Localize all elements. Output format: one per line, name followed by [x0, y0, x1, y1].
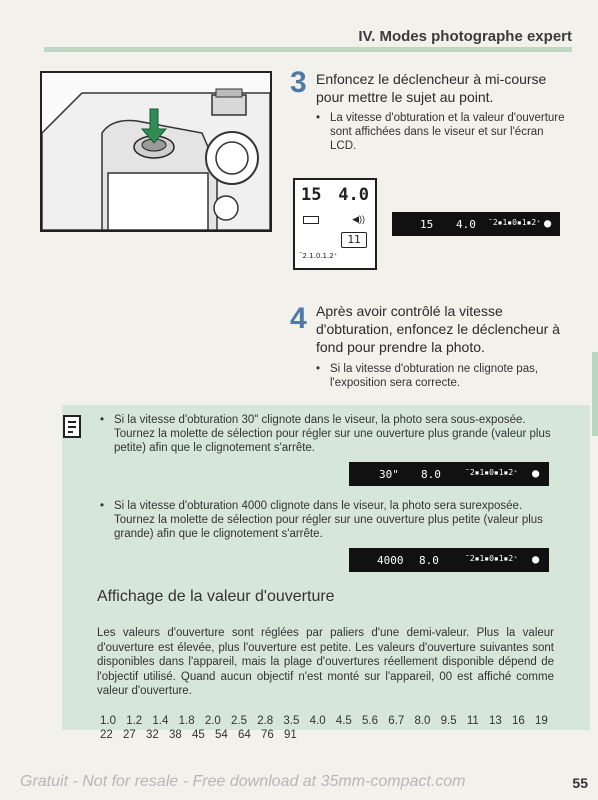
note-1-text: Si la vitesse d'obturation 30" clignote dans le viseur, la photo sera sous-exposée. Tournez la molette de sélection pour régler sur une ouverture plus grande (valeur plus petite) afin que le clignotement s'arrête. — [114, 414, 551, 454]
header-rule — [44, 47, 572, 52]
battery-icon — [303, 216, 319, 224]
aperture-value-item: 4.5 — [335, 715, 352, 727]
step-3-text: Enfoncez le déclencheur à mi-course pour mettre le sujet au point. — [316, 71, 547, 105]
aperture-value-item: 64 — [238, 729, 251, 741]
step-3-bullet — [316, 111, 570, 153]
vf-exposure-scale: ¯2▪1▪0▪1▪2⁺ — [465, 554, 518, 563]
vf-exposure-scale: ¯2▪1▪0▪1▪2⁺ — [465, 468, 518, 477]
aperture-values-list — [100, 714, 560, 742]
step-3-number: 3 — [290, 66, 307, 99]
aperture-value-item: 91 — [284, 729, 297, 741]
aperture-value-item: 45 — [192, 729, 205, 741]
viewfinder-display-overexposed — [349, 548, 549, 572]
page-header-title: IV. Modes photographe expert — [358, 28, 572, 45]
viewfinder-display-underexposed — [349, 462, 549, 486]
note-icon — [63, 415, 81, 438]
step-4-bullet-text: Si la vitesse d'obturation ne clignote pas, l'exposition sera correcte. — [330, 363, 539, 389]
lcd-shutter-value: 15 — [301, 185, 322, 205]
vf-aperture-value: 8.0 — [421, 468, 441, 481]
camera-drawing — [42, 73, 270, 230]
aperture-value-item: 1.0 — [100, 715, 116, 727]
sound-icon: ◀)) — [352, 214, 365, 224]
aperture-value-item: 38 — [169, 729, 182, 741]
lcd-screen — [293, 178, 377, 270]
aperture-value-item: 32 — [146, 729, 159, 741]
focus-dot-icon: ● — [544, 216, 552, 230]
bullet-dot: • — [316, 112, 321, 124]
aperture-value-item: 4.0 — [309, 715, 326, 727]
lcd-exposure-scale: ¯2.1.0.1.2⁺ — [299, 252, 338, 260]
step-3-bullet-text: La vitesse d'obturation et la valeur d'ouverture sont affichées dans le viseur et sur l'écran LCD. — [330, 112, 565, 152]
aperture-value-item: 3.5 — [283, 715, 300, 727]
page-edge-tab — [592, 352, 598, 436]
aperture-value-item: 1.4 — [152, 715, 169, 727]
aperture-value-item: 1.2 — [126, 715, 143, 727]
bullet-dot: • — [316, 363, 321, 375]
aperture-value-item: 13 — [489, 715, 502, 727]
aperture-value-item: 6.7 — [388, 715, 405, 727]
aperture-value-item: 27 — [123, 729, 136, 741]
camera-illustration — [40, 71, 272, 232]
lcd-digits — [301, 185, 369, 205]
bullet-dot: • — [100, 414, 105, 426]
aperture-value-item: 22 — [100, 729, 113, 741]
focus-dot-icon: ● — [532, 466, 540, 480]
aperture-value-item: 8.0 — [414, 715, 431, 727]
aperture-value-item: 5.6 — [362, 715, 379, 727]
page-number: 55 — [572, 775, 588, 791]
vf-aperture-value: 8.0 — [419, 554, 439, 567]
aperture-value-item: 16 — [512, 715, 525, 727]
step-4-text: Après avoir contrôlé la vitesse d'obturation, enfoncez le déclencheur à fond pour prendre la photo. — [316, 303, 560, 355]
vf-aperture-value: 4.0 — [456, 218, 476, 231]
lcd-frame-counter: 11 — [341, 232, 367, 248]
aperture-value-item: 1.8 — [178, 715, 195, 727]
aperture-value-item: 54 — [215, 729, 228, 741]
aperture-value-item: 9.5 — [440, 715, 457, 727]
viewfinder-display-normal — [392, 212, 560, 236]
step-4-number: 4 — [290, 302, 307, 335]
focus-dot-icon: ● — [532, 552, 540, 566]
aperture-value-item: 11 — [466, 715, 479, 727]
step-4-bullet — [316, 362, 570, 390]
vf-blinking-shutter-value: 30" — [379, 468, 399, 481]
note-1 — [100, 413, 554, 455]
note-2-text: Si la vitesse d'obturation 4000 clignote dans le viseur, la photo sera surexposée. Tournez la molette de sélection pour régler sur une ouverture plus petite (valeur plus grande) afin que le clignotement s'arrête. — [114, 500, 543, 540]
aperture-paragraph: Les valeurs d'ouverture sont réglées par paliers d'une demi-valeur. Plus la valeur d'ouverture est élevée, plus l'ouverture est petite. Les valeurs d'ouverture suivantes sont disponibles dans l'appareil, mais la plage d'ouvertures réellement disponible dépend de l'objectif utilisé. Quand aucun objectif n'est monté sur l'appareil, 00 est affiché comme valeur d'ouverture. — [97, 627, 554, 697]
aperture-section-title: Affichage de la valeur d'ouverture — [97, 588, 335, 605]
footer-watermark-note: Gratuit - Not for resale - Free download at 35mm-compact.com — [20, 773, 466, 790]
lcd-aperture-value: 4.0 — [338, 185, 369, 205]
aperture-value-item: 19 — [535, 715, 548, 727]
aperture-value-item: 76 — [261, 729, 274, 741]
aperture-value-item: 2.5 — [231, 715, 248, 727]
note-2 — [100, 499, 554, 541]
vf-shutter-value: 15 — [420, 218, 434, 231]
vf-blinking-shutter-value: 4000 — [377, 554, 404, 567]
aperture-value-item: 2.0 — [204, 715, 221, 727]
bullet-dot: • — [100, 500, 105, 512]
vf-exposure-scale: ¯2▪1▪0▪1▪2⁺ — [488, 218, 541, 227]
aperture-value-item: 2.8 — [257, 715, 274, 727]
